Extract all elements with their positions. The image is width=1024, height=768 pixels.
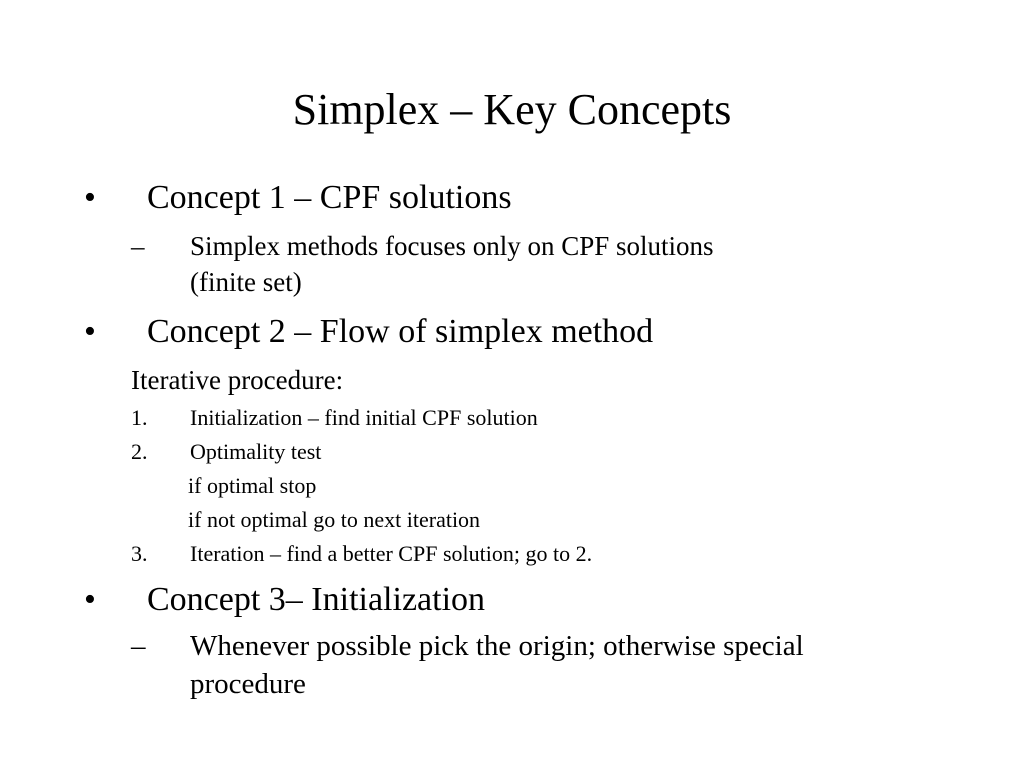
concept-3-label: Concept 3– Initialization <box>147 581 486 618</box>
step-1-number: 1. <box>131 405 148 430</box>
dash-3: – <box>131 630 146 662</box>
concept-1-sub-line-1: Simplex methods focuses only on CPF solutions <box>190 231 714 261</box>
concept-1-sub-line-2: (finite set) <box>190 267 302 297</box>
concept-3-sub-line-2: procedure <box>190 668 306 700</box>
step-2-sub-2: if not optimal go to next iteration <box>188 507 481 532</box>
bullet-3: • <box>84 581 96 618</box>
concept-1-label: Concept 1 – CPF solutions <box>147 179 512 216</box>
bullet-1: • <box>84 179 96 216</box>
dash-1: – <box>131 231 145 261</box>
bullet-2: • <box>84 313 96 350</box>
step-2-number: 2. <box>131 439 148 464</box>
step-3-number: 3. <box>131 541 148 566</box>
step-2-sub-1: if optimal stop <box>188 473 317 498</box>
concept-3-sub-line-1: Whenever possible pick the origin; otherwise special <box>190 630 804 662</box>
slide-title: Simplex – Key Concepts <box>292 85 732 134</box>
step-3-text: Iteration – find a better CPF solution; go to 2. <box>190 541 593 566</box>
iterative-intro: Iterative procedure: <box>131 365 344 395</box>
step-2-text: Optimality test <box>190 439 322 464</box>
step-1-text: Initialization – find initial CPF solution <box>190 405 538 430</box>
concept-2-label: Concept 2 – Flow of simplex method <box>147 313 654 350</box>
